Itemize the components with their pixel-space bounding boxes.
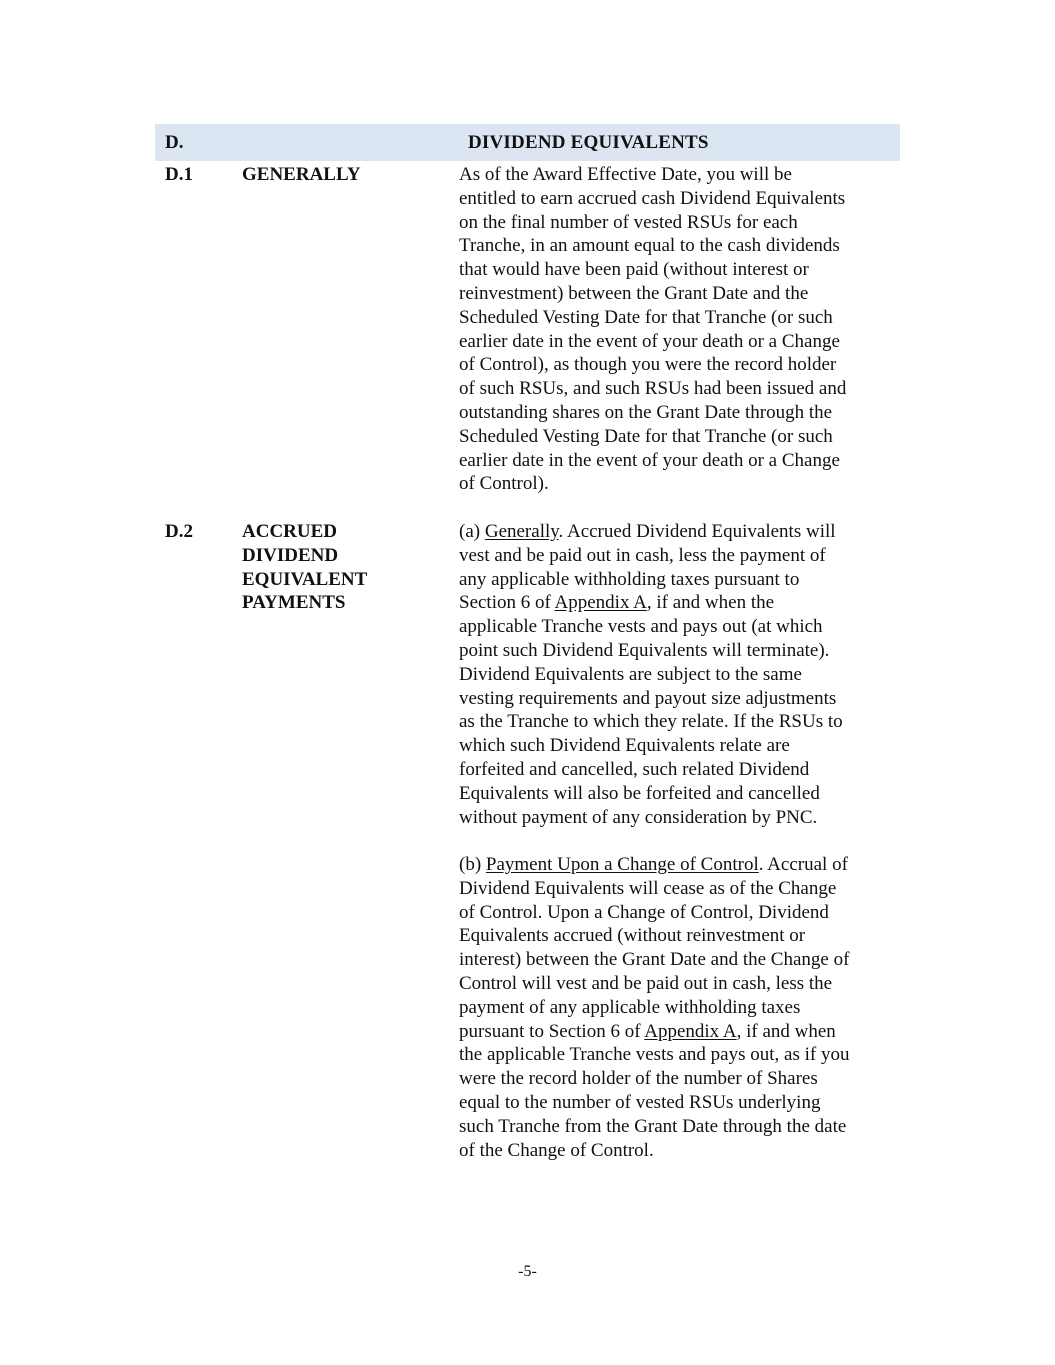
text-line: applicable Tranche vests and pays out (at which [459, 616, 823, 638]
text-fragment: pursuant to Section 6 of [459, 1020, 645, 1042]
text-line: payment of any applicable withholding taxes [459, 996, 801, 1018]
text-line: that would have been paid (without interest or [459, 259, 809, 281]
heading-line: DIVIDEND [242, 544, 339, 566]
text-line: as the Tranche to which they relate. If the RSUs to [459, 711, 843, 733]
text-line: Dividend Equivalents will cease as of the Change [459, 877, 837, 899]
text-line: of Control), as though you were the record holder [459, 354, 837, 376]
row-number-d2: D.2 [165, 521, 193, 542]
text-line: were the record holder of the number of Shares [459, 1068, 818, 1090]
text-fragment: , if and when the [646, 592, 775, 614]
text-line: Control will vest and be paid out in cash, less the [459, 972, 833, 994]
appendix-a-link[interactable]: Appendix A [644, 1020, 737, 1042]
text-line: without payment of any consideration by PNC. [459, 806, 818, 828]
paragraph-d2a-generally [459, 520, 894, 829]
text-line: of Control. Upon a Change of Control, Dividend [459, 901, 829, 923]
text-line: Dividend Equivalents are subject to the same [459, 663, 802, 685]
text-line: vest and be paid out in cash, less the payment of [459, 544, 826, 566]
text-line: As of the Award Effective Date, you will be [459, 164, 792, 185]
appendix-a-link[interactable]: Appendix A [554, 592, 647, 614]
text-line: reinvestment) between the Grant Date and the [459, 282, 809, 304]
paragraph-d2b-change-of-control [459, 853, 894, 1162]
text-line: outstanding shares on the Grant Date through the [459, 401, 833, 423]
text-line: Scheduled Vesting Date for that Tranche (or such [459, 306, 833, 328]
text-line: of such RSUs, and such RSUs had been issued and [459, 378, 847, 400]
page-number: -5- [518, 1263, 537, 1280]
text-line: forfeited and cancelled, such related Dividend [459, 758, 810, 780]
text-line: of Control). [459, 473, 549, 495]
text-fragment: , if and when [736, 1020, 836, 1042]
text-line: the applicable Tranche vests and pays out, as if you [459, 1044, 850, 1066]
text-fragment: . Accrual of [758, 854, 848, 875]
text-line: Scheduled Vesting Date for that Tranche (or such [459, 425, 833, 447]
text-line: point such Dividend Equivalents will terminate). [459, 639, 830, 661]
heading-line: EQUIVALENT [242, 568, 368, 590]
text-line [459, 1020, 894, 1044]
text-line: equal to the number of vested RSUs underlying [459, 1091, 821, 1113]
text-line: on the final number of vested RSUs for each [459, 211, 798, 233]
heading-line: ACCRUED [242, 521, 337, 542]
subheading-change-of-control: Payment Upon a Change of Control [485, 854, 759, 875]
text-line [459, 853, 894, 877]
text-line: entitled to earn accrued cash Dividend Equivalents [459, 187, 846, 209]
section-header-bar [155, 124, 900, 161]
text-line: such Tranche from the Grant Date through the date [459, 1115, 847, 1137]
text-line: any applicable withholding taxes pursuant to [459, 568, 800, 590]
paragraph-prefix: (b) [459, 854, 486, 875]
text-line: Equivalents will also be forfeited and cancelled [459, 782, 820, 804]
row-heading-d2 [242, 520, 442, 615]
text-line: interest) between the Grant Date and the Change of [459, 949, 850, 971]
row-number-d1: D.1 [165, 164, 193, 185]
text-line: of the Change of Control. [459, 1139, 654, 1161]
heading-line: PAYMENTS [242, 592, 346, 614]
text-line: vesting requirements and payout size adjustments [459, 687, 837, 709]
paragraph-prefix: (a) [459, 521, 485, 542]
text-line [459, 520, 894, 544]
text-line: earlier date in the event of your death or a Change [459, 449, 840, 471]
text-line [459, 591, 894, 615]
text-line: Equivalents accrued (without reinvestment or [459, 925, 806, 947]
section-number: D. [165, 132, 184, 153]
text-fragment: . Accrued Dividend Equivalents will [558, 521, 836, 542]
text-line: which such Dividend Equivalents relate are [459, 735, 790, 757]
heading-line: GENERALLY [242, 164, 361, 185]
subheading-generally: Generally [484, 521, 559, 542]
text-fragment: Section 6 of [459, 592, 555, 614]
section-title: DIVIDEND EQUIVALENTS [468, 132, 709, 153]
text-line: earlier date in the event of your death or a Change [459, 330, 840, 352]
text-line: Tranche, in an amount equal to the cash dividends [459, 235, 840, 257]
row-heading-d1 [242, 163, 442, 187]
paragraph-d1-generally [459, 163, 894, 496]
